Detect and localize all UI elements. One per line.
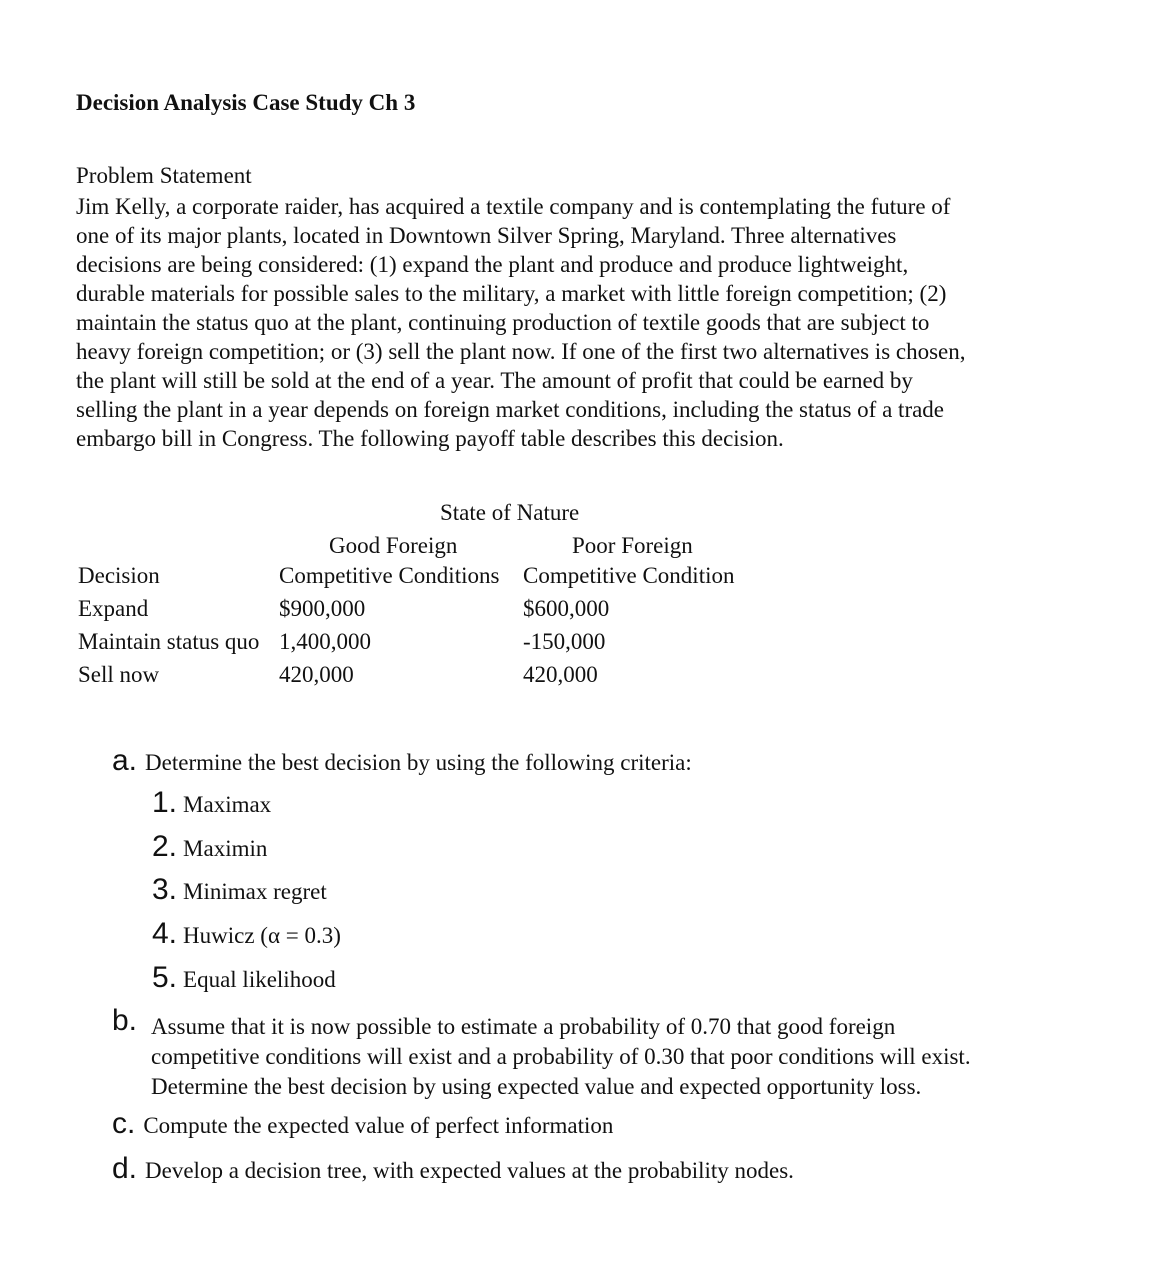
- question-b-text: [151, 1012, 971, 1102]
- problem-statement-body: [76, 192, 1056, 453]
- criteria-text: Maximax: [183, 792, 272, 817]
- question-d-text: Develop a decision tree, with expected values at the probability nodes.: [145, 1158, 794, 1183]
- criteria-number: 4.: [152, 917, 178, 950]
- criteria-item: [152, 830, 267, 864]
- row-expand-good: $900,000: [279, 596, 366, 621]
- criteria-text: Equal likelihood: [183, 967, 336, 992]
- good-foreign-header: Good Foreign: [329, 533, 458, 558]
- question-d-marker: d.: [112, 1152, 138, 1185]
- row-expand-label: Expand: [78, 596, 149, 621]
- problem-line: maintain the status quo at the plant, continuing production of textile goods that are subject to: [76, 310, 930, 335]
- decision-header: Decision: [78, 563, 160, 588]
- criteria-item: [152, 917, 341, 951]
- question-b-line: Determine the best decision by using expected value and expected opportunity loss.: [151, 1074, 922, 1099]
- question-b-marker-wrap: [112, 1004, 145, 1038]
- row-maintain-good: 1,400,000: [279, 629, 371, 654]
- question-a-text: Determine the best decision by using the following criteria:: [145, 750, 692, 775]
- row-maintain-poor: -150,000: [523, 629, 606, 654]
- good-conditions-header: Competitive Conditions: [279, 563, 500, 588]
- question-c-text: Compute the expected value of perfect information: [143, 1113, 614, 1138]
- criteria-number: 2.: [152, 830, 178, 863]
- question-a: [112, 744, 692, 778]
- problem-line: heavy foreign competition; or (3) sell the plant now. If one of the first two alternatives is chosen,: [76, 339, 966, 364]
- question-b-marker: b.: [112, 1004, 138, 1037]
- criteria-number: 1.: [152, 786, 178, 819]
- problem-line: the plant will still be sold at the end of a year. The amount of profit that could be earned by: [76, 368, 913, 393]
- criteria-number: 3.: [152, 873, 178, 906]
- row-sell-label: Sell now: [78, 662, 160, 687]
- criteria-item: [152, 786, 271, 820]
- question-b-line: Assume that it is now possible to estimate a probability of 0.70 that good foreign: [151, 1014, 896, 1039]
- criteria-text: Huwicz (α = 0.3): [183, 923, 341, 948]
- row-sell-poor: 420,000: [523, 662, 598, 687]
- state-of-nature-header: State of Nature: [440, 500, 580, 525]
- row-maintain-label: Maintain status quo: [78, 629, 260, 654]
- problem-line: selling the plant in a year depends on foreign market conditions, including the status of a trade: [76, 397, 945, 422]
- question-b-line: competitive conditions will exist and a probability of 0.30 that poor conditions will exist.: [151, 1044, 971, 1069]
- problem-line: one of its major plants, located in Downtown Silver Spring, Maryland. Three alternatives: [76, 223, 897, 248]
- question-a-marker: a.: [112, 744, 138, 777]
- problem-line: embargo bill in Congress. The following payoff table describes this decision.: [76, 426, 784, 451]
- problem-line: decisions are being considered: (1) expand the plant and produce and produce lightweight,: [76, 252, 909, 277]
- poor-condition-header: Competitive Condition: [523, 563, 735, 588]
- problem-line: Jim Kelly, a corporate raider, has acquired a textile company and is contemplating the future of: [76, 194, 951, 219]
- question-c-marker: c.: [112, 1107, 136, 1140]
- problem-statement-heading: Problem Statement: [76, 163, 252, 188]
- question-d: [112, 1152, 794, 1186]
- criteria-item: [152, 873, 327, 907]
- criteria-text: Maximin: [183, 836, 268, 861]
- page-title: Decision Analysis Case Study Ch 3: [76, 90, 416, 115]
- row-sell-good: 420,000: [279, 662, 354, 687]
- criteria-item: [152, 961, 336, 995]
- poor-foreign-header: Poor Foreign: [572, 533, 693, 558]
- criteria-text: Minimax regret: [183, 879, 327, 904]
- criteria-number: 5.: [152, 961, 178, 994]
- problem-line: durable materials for possible sales to the military, a market with little foreign competition; (2): [76, 281, 947, 306]
- question-c: [112, 1107, 613, 1141]
- row-expand-poor: $600,000: [523, 596, 610, 621]
